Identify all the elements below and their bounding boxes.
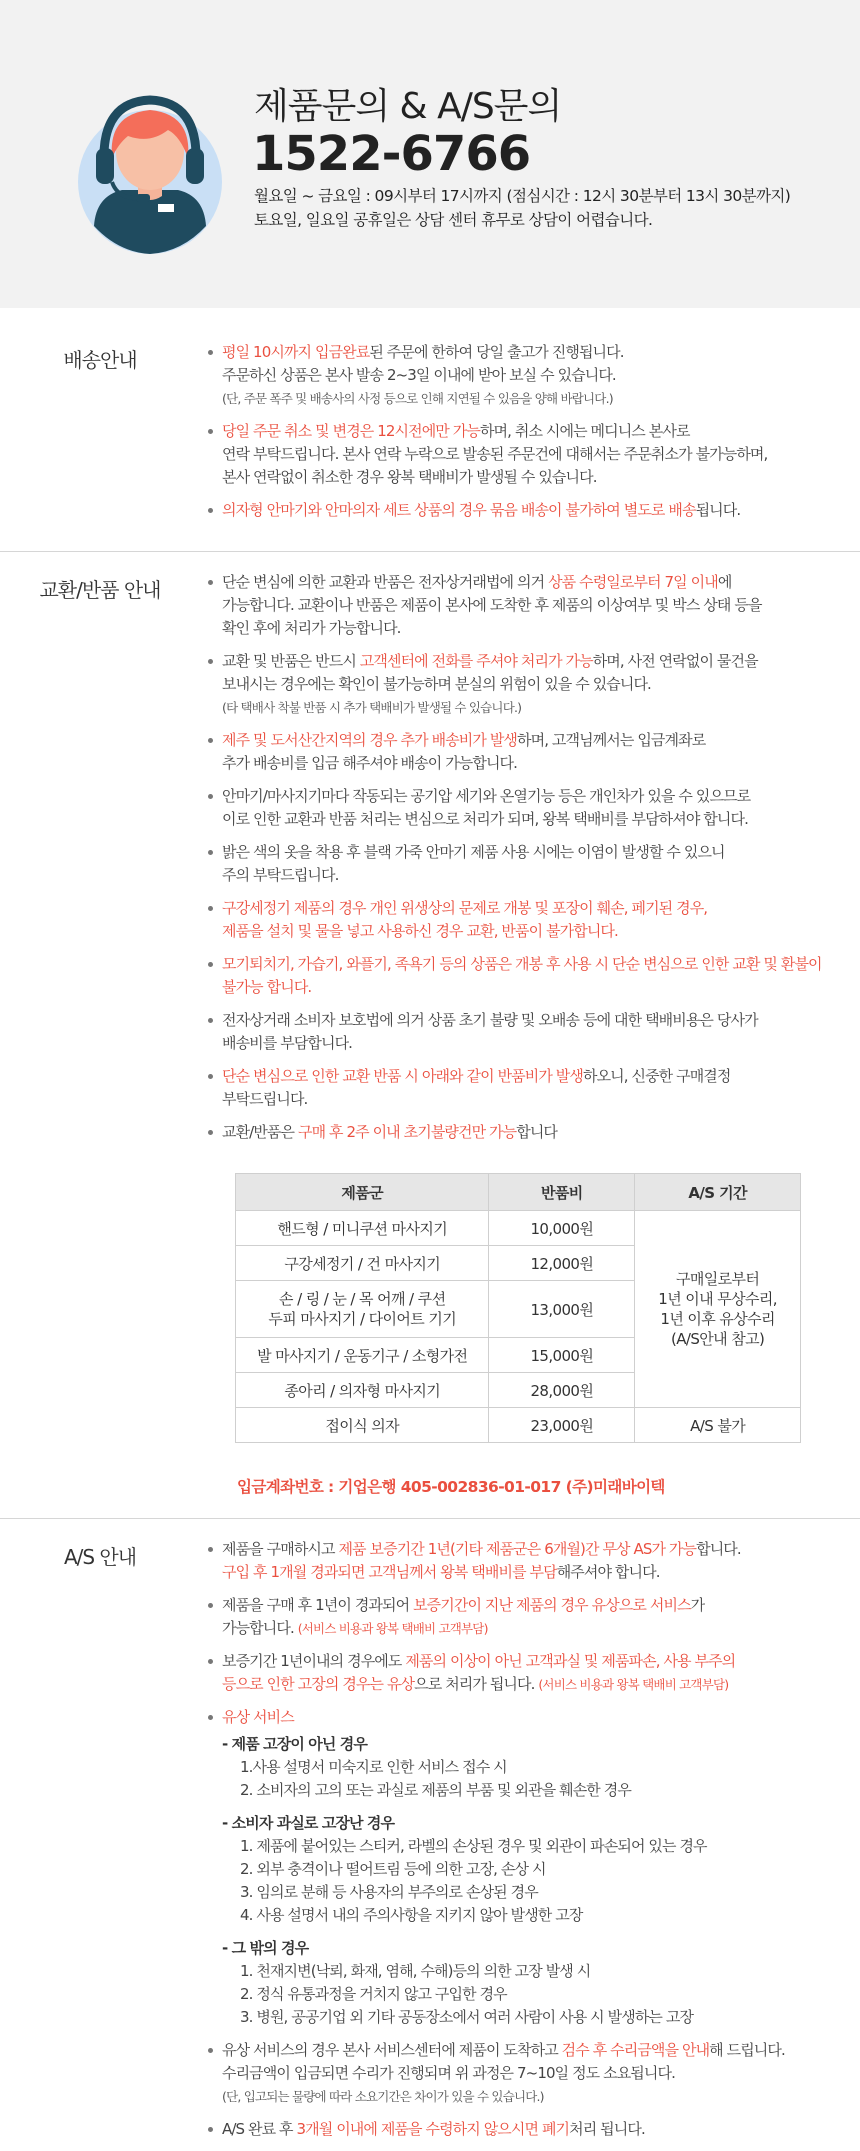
- product-group-cell: 종아리 / 의자형 마사지기: [236, 1373, 489, 1408]
- product-group-cell: 핸드형 / 미니쿠션 마사지기: [236, 1211, 489, 1246]
- list-item: 모기퇴치기, 가습기, 와플기, 족욕기 등의 상품은 개봉 후 사용 시 단순 변심으로 인한 교환 및 환불이 불가능 합니다.: [205, 953, 852, 999]
- list-item: 유상 서비스의 경우 본사 서비스센터에 제품이 도착하고 검수 후 수리금액을 안내해 드립니다. 수리금액이 입금되면 수리가 진행되며 위 과정은 7~10일 정도 소요됩니다. (단, 입고되는 물량에 따라 소요기간은 차이가 있을 수 있습니다.): [205, 2039, 852, 2108]
- list-item: 전자상거래 소비자 보호법에 의거 상품 초기 불량 및 오배송 등에 대한 택배비용은 당사가 배송비를 부담합니다.: [205, 1009, 852, 1055]
- returns-list: [205, 571, 852, 1154]
- column-header: A/S 기간: [635, 1174, 801, 1211]
- list-item: 단순 변심으로 인한 교환 반품 시 아래와 같이 반품비가 발생하오니, 신중한 구매결정 부탁드립니다.: [205, 1065, 852, 1111]
- return-fee-cell: 28,000원: [489, 1373, 635, 1408]
- section-title: A/S 안내: [63, 1545, 137, 1569]
- as-section: [0, 1519, 860, 2150]
- customer-service-headset-icon: [72, 74, 232, 254]
- table-row: [236, 1408, 801, 1443]
- return-fee-cell: 23,000원: [489, 1408, 635, 1443]
- list-item: 제품을 구매하시고 제품 보증기간 1년(기타 제품군은 6개월)간 무상 AS가 가능합니다. 구입 후 1개월 경과되면 고객님께서 왕복 택배비를 부담해주셔야 합니다.: [205, 1538, 852, 1584]
- return-fee-cell: 13,000원: [489, 1281, 635, 1338]
- contact-banner: [0, 0, 860, 308]
- column-header: 제품군: [236, 1174, 489, 1211]
- list-item: 교환/반품은 구매 후 2주 이내 초기불량건만 가능합니다: [205, 1121, 852, 1144]
- holiday-note: 토요일, 일요일 공휴일은 상담 센터 휴무로 상담이 어렵습니다.: [254, 211, 653, 229]
- as-list: [205, 1538, 852, 2151]
- list-item: 보증기간 1년이내의 경우에도 제품의 이상이 아닌 고객과실 및 제품파손, 사용 부주의 등으로 인한 고장의 경우는 유상으로 처리가 됩니다. (서비스 비용과 왕복 택배비 고객부담): [205, 1650, 852, 1696]
- product-group-cell: 발 마사지기 / 운동기구 / 소형가전: [236, 1338, 489, 1373]
- subsection-heading: - 그 밖의 경우: [222, 1939, 309, 1957]
- as-period-cell: 구매일로부터 1년 이내 무상수리, 1년 이후 유상수리 (A/S안내 참고): [635, 1211, 801, 1408]
- table-row: [236, 1211, 801, 1246]
- list-item: 밝은 색의 옷을 착용 후 블랙 가죽 안마기 제품 사용 시에는 이염이 발생할 수 있으니 주의 부탁드립니다.: [205, 841, 852, 887]
- phone-number[interactable]: 1522-6766: [252, 126, 531, 182]
- shipping-section: [0, 308, 860, 552]
- table-header-row: [236, 1174, 801, 1211]
- column-header: 반품비: [489, 1174, 635, 1211]
- return-fee-cell: 10,000원: [489, 1211, 635, 1246]
- list-item: 제품을 구매 후 1년이 경과되어 보증기간이 지난 제품의 경우 유상으로 서비스가 가능합니다. (서비스 비용과 왕복 택배비 고객부담): [205, 1594, 852, 1640]
- return-fee-table: [235, 1173, 801, 1443]
- returns-section: [0, 552, 860, 1519]
- list-item: 교환 및 반품은 반드시 고객센터에 전화를 주셔야 처리가 가능하며, 사전 연락없이 물건을 보내시는 경우에는 확인이 불가능하며 분실의 위험이 있을 수 있습니다. (타 택배사 착불 반품 시 추가 택배비가 발생될 수 있습니다.): [205, 650, 852, 719]
- list-item: 제주 및 도서산간지역의 경우 추가 배송비가 발생하며, 고객님께서는 입금계좌로 추가 배송비를 입금 해주셔야 배송이 가능합니다.: [205, 729, 852, 775]
- list-item: 구강세정기 제품의 경우 개인 위생상의 문제로 개봉 및 포장이 훼손, 페기된 경우, 제품을 설치 및 물을 넣고 사용하신 경우 교환, 반품이 불가합니다.: [205, 897, 852, 943]
- business-hours: 월요일 ~ 금요일 : 09시부터 17시까지 (점심시간 : 12시 30분부터 13시 30분까지): [254, 187, 791, 205]
- return-fee-cell: 12,000원: [489, 1246, 635, 1281]
- subsection-heading: - 소비자 과실로 고장난 경우: [222, 1814, 395, 1832]
- section-title: 교환/반품 안내: [39, 578, 161, 602]
- subsection-heading: - 제품 고장이 아닌 경우: [222, 1735, 367, 1753]
- list-item: 안마기/마사지기마다 작동되는 공기압 세기와 온열기능 등은 개인차가 있을 수 있으므로 이로 인한 교환과 반품 처리는 변심으로 처리가 되며, 왕복 택배비를 부담하셔야 합니다.: [205, 785, 852, 831]
- product-group-cell: 구강세정기 / 건 마사지기: [236, 1246, 489, 1281]
- bank-account: 입금계좌번호 : 기업은행 405-002836-01-017 (주)미래바이텍: [237, 1478, 665, 1496]
- contact-title: 제품문의 & A/S문의: [254, 86, 562, 127]
- return-fee-cell: 15,000원: [489, 1338, 635, 1373]
- list-item: 단순 변심에 의한 교환과 반품은 전자상거래법에 의거 상품 수령일로부터 7일 이내에 가능합니다. 교환이나 반품은 제품이 본사에 도착한 후 제품의 이상여부 및 박스 상태 등을 확인 후에 처리가 가능합니다.: [205, 571, 852, 640]
- list-item: 당일 주문 취소 및 변경은 12시전에만 가능하며, 취소 시에는 메디니스 본사로 연락 부탁드립니다. 본사 연락 누락으로 발송된 주문건에 대해서는 주문취소가 불가능하며, 본사 연락없이 취소한 경우 왕복 택배비가 발생될 수 있습니다.: [205, 420, 852, 489]
- list-item: A/S 완료 후 3개월 이내에 제품을 수령하지 않으시면 폐기처리 됩니다.: [205, 2118, 852, 2141]
- list-item: 의자형 안마기와 안마의자 세트 상품의 경우 묶음 배송이 불가하여 별도로 배송됩니다.: [205, 499, 852, 522]
- as-unavailable-cell: A/S 불가: [635, 1408, 801, 1443]
- product-group-cell: 손 / 링 / 눈 / 목 어깨 / 쿠션 두피 마사지기 / 다이어트 기기: [236, 1281, 489, 1338]
- shipping-list: [205, 341, 852, 532]
- product-group-cell: 접이식 의자: [236, 1408, 489, 1443]
- section-title: 배송안내: [63, 348, 137, 372]
- list-item: 평일 10시까지 입금완료된 주문에 한하여 당일 출고가 진행됩니다. 주문하신 상품은 본사 발송 2~3일 이내에 받아 보실 수 있습니다. (단, 주문 폭주 및 배송사의 사정 등으로 인해 지연될 수 있음을 양해 바랍니다.): [205, 341, 852, 410]
- list-item: 유상 서비스 - 제품 고장이 아닌 경우 1.사용 설명서 미숙지로 인한 서비스 접수 시 2. 소비자의 고의 또는 과실로 제품의 부품 및 외관을 훼손한 경우 - 소비자 과실로 고장난 경우 1. 제품에 붙어있는 스티커, 라벨의 손상된 경우 및 외관이 파손되어 있는 경우 2. 외부 충격이나 떨어트림 등에 의한 고장, 손상 시 3. 임의로 분해 등 사용자의 부주의로 손상된 경우 4. 사용 설명서 내의 주의사항을 지키지 않아 발생한 고장 - 그 밖의 경우 1. 천재지변(낙뢰, 화재, 염해, 수해)등의 의한 고장 발생 시 2. 정식 유통과정을 거치지 않고 구입한 경우 3. 병원, 공공기업 외 기타 공동장소에서 여러 사람이 사용 시 발생하는 고장: [205, 1706, 852, 2029]
